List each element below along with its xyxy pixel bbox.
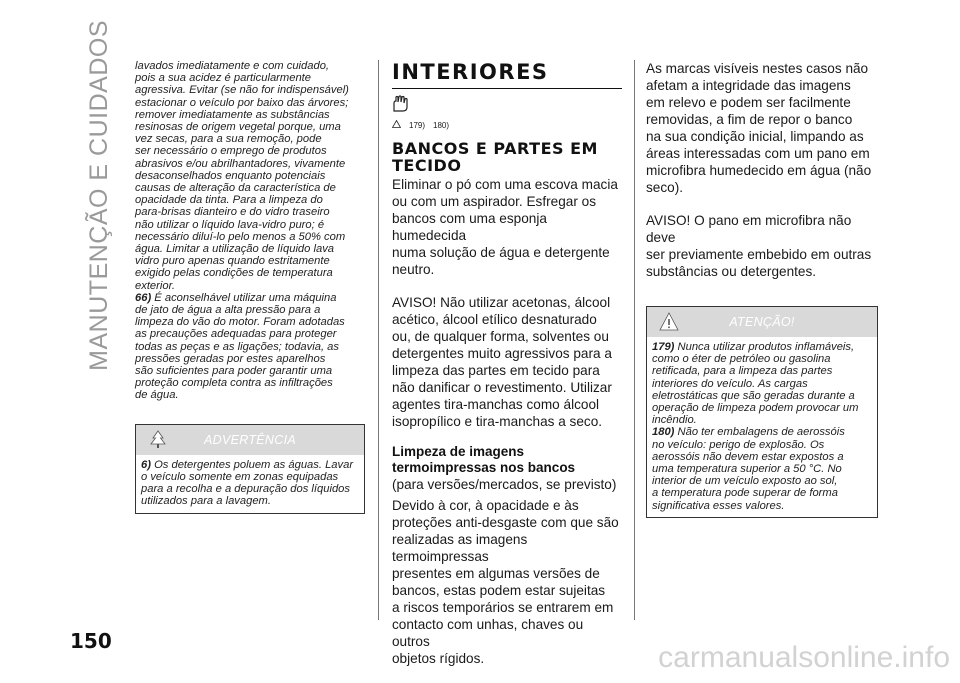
text-span: É aconselhável utilizar uma máquina	[154, 291, 337, 304]
note-number: 66)	[135, 291, 152, 304]
text-line: todas as peças e as ligações; todavia, as	[135, 340, 339, 353]
text-line	[652, 426, 872, 438]
advertencia-box	[135, 424, 365, 514]
text-line: ser previamente embebido em outras	[646, 247, 872, 262]
text-line: afetam a integridade das imagens	[646, 78, 851, 93]
text-line: abrasivos e/ou abrilhantadores, vivamente	[135, 157, 346, 170]
text-line: eletrostáticas que são geradas durante a	[652, 389, 855, 402]
text-line: ou com um aspirador. Esfregar os	[392, 194, 596, 209]
text-line	[652, 341, 872, 353]
warning-hand-icon	[659, 312, 679, 337]
text-line	[135, 292, 365, 304]
note-number: 6)	[141, 458, 151, 471]
chapter-title-text: MANUTENÇÃO E CUIDADOS	[84, 19, 113, 371]
text-line: microfibra humedecido em água (não	[646, 163, 872, 178]
text-line: Limpeza de imagens	[392, 444, 525, 459]
text-line: não danificar o revestimento. Utilizar	[392, 380, 612, 395]
text-line: realizadas as imagens termoimpressas	[392, 532, 528, 564]
text-span: Não ter embalagens de aerossóis	[677, 426, 845, 439]
text-line: não utilizar o líquido lava-vidro puro; é	[135, 218, 325, 231]
paragraph-aviso-cloth	[646, 212, 878, 280]
text-line: AVISO! O pano em microfibra não deve	[646, 213, 852, 245]
text-line: áreas interessadas com um pano em	[646, 146, 870, 161]
text-line: BANCOS E PARTES EM	[392, 139, 598, 158]
text-line: proteção completa contra as infiltrações	[135, 377, 333, 390]
advertencia-title: ADVERTÊNCIA	[204, 432, 296, 447]
text-line: vidro puro apenas quando estritamente	[135, 255, 330, 268]
text-line: em relevo e podem ser facilmente	[646, 95, 851, 110]
text-line: vez secas, para a sua remoção, pode	[135, 133, 322, 146]
text-line: na sua condição inicial, limpando as	[646, 129, 864, 144]
text-line: seco).	[646, 180, 684, 195]
note-66	[135, 292, 365, 402]
reference-row	[392, 120, 622, 130]
atencao-header	[647, 307, 877, 337]
text-line: limpeza das partes em tecido para	[392, 363, 600, 378]
text-line: bancos com uma esponja humedecida	[392, 211, 547, 243]
reference-180: 180)	[433, 120, 450, 130]
text-line: significativa esses valores.	[652, 499, 785, 512]
text-line: substâncias ou detergentes.	[646, 264, 817, 279]
text-line: As marcas visíveis nestes casos não	[646, 61, 869, 76]
note-number: 180)	[652, 426, 675, 439]
text-line: pressões geradas por estes aparelhos	[135, 352, 326, 365]
text-line: ser necessário o emprego de produtos	[135, 145, 327, 158]
paragraph-thermoprinted	[392, 497, 622, 667]
text-line: estacionar o veículo por baixo das árvores;	[135, 96, 349, 109]
section-title: INTERIORES	[392, 60, 622, 89]
text-line: limpeza do vão do motor. Foram adotadas	[135, 316, 345, 329]
text-line: removidas, a fim de repor o banco	[646, 112, 853, 127]
advertencia-body	[136, 455, 364, 513]
subsection-title	[392, 140, 622, 174]
text-line: causas de alteração da característica de	[135, 182, 336, 195]
text-line: agressiva. Evitar (se não for indispensável)	[135, 84, 349, 97]
text-span: Os detergentes poluem as águas. Lavar	[154, 458, 354, 471]
text-line: como o éter de petróleo ou gasolina	[652, 353, 831, 366]
footer-watermark: carmanualsonline.info	[658, 641, 950, 674]
text-line: exigido pelas condições de temperatura	[135, 267, 333, 280]
text-line: termoimpressas nos bancos	[392, 460, 576, 475]
text-line: no veículo: perigo de explosão. Os	[652, 438, 825, 451]
text-line: uma temperatura superior a 50 °C. No	[652, 463, 842, 476]
text-line: a riscos temporários se entrarem em	[392, 600, 614, 615]
text-line: exterior.	[135, 279, 175, 292]
text-line: Devido à cor, à opacidade e às	[392, 498, 579, 513]
text-line: numa solução de água e detergente	[392, 245, 610, 260]
washing-paragraph	[135, 60, 365, 292]
text-line: o veículo somente em zonas equipadas	[141, 470, 339, 483]
text-line: lavados imediatamente e com cuidado,	[135, 60, 330, 72]
text-line: pois a sua acidez é particularmente	[135, 72, 311, 85]
text-line: presentes em algumas versões de	[392, 566, 600, 581]
column-1	[135, 60, 365, 514]
atencao-title: ATENÇÃO!	[729, 315, 795, 329]
paragraph-marks	[646, 60, 878, 196]
text-line: a temperatura pode superar de forma	[652, 487, 838, 500]
text-line: são suficientes para poder garantir uma	[135, 365, 333, 378]
text-line: água. Limitar a utilização de líquido lava	[135, 243, 335, 256]
text-line: utilizados para a lavagem.	[141, 495, 271, 508]
text-line: remover imediatamente as substâncias	[135, 108, 330, 121]
text-line: ou, de qualquer forma, solventes ou	[392, 329, 609, 344]
text-line: de jato de água a alta pressão para a	[135, 304, 321, 317]
text-line: de água.	[135, 389, 179, 402]
atencao-body	[647, 337, 877, 517]
advertencia-header	[136, 425, 364, 455]
text-line: necessário diluí-lo pelo menos a 50% com	[135, 230, 346, 243]
tree-icon	[148, 430, 168, 455]
text-line: objetos rígidos.	[392, 651, 485, 666]
hand-icon	[392, 95, 414, 118]
reference-179: 179)	[409, 120, 426, 130]
text-line: aerossóis não devem estar expostos a	[652, 450, 844, 463]
note-number: 179)	[652, 341, 675, 353]
text-line: interiores do veículo. As cargas	[652, 377, 808, 390]
text-line: neutro.	[392, 262, 435, 277]
text-line: agentes tira-manchas como álcool	[392, 397, 600, 412]
text-line: para a recolha e a depuração dos líquidos	[141, 483, 350, 496]
text-line: para-brisas dianteiro e do vidro traseiro	[135, 206, 330, 219]
text-line: desaconselhados enquanto potenciais	[135, 169, 326, 182]
column-3	[646, 60, 878, 518]
text-line: detergentes muito agressivos para a	[392, 346, 612, 361]
text-line: operação de limpeza podem provocar um	[652, 402, 859, 415]
column-divider-2	[634, 60, 635, 620]
text-line: resinosas de origem vegetal porque, uma	[135, 121, 341, 134]
text-line: incêndio.	[652, 414, 697, 427]
page-number: 150	[70, 629, 112, 653]
text-line: opacidade da tinta. Para a limpeza do	[135, 194, 323, 207]
warning-triangle-icon	[392, 120, 401, 130]
heading-thermoprinted	[392, 444, 622, 476]
text-line: as precauções adequadas para proteger	[135, 328, 337, 341]
text-line	[141, 459, 359, 471]
text-line: retificada, para a limpeza das partes	[652, 365, 833, 378]
text-line: isopropílico e tira-manchas a seco.	[392, 414, 603, 429]
column-2	[392, 60, 622, 667]
paragraph-dust	[392, 176, 622, 278]
text-line: TECIDO	[392, 156, 462, 175]
column-divider-1	[378, 60, 379, 620]
chapter-side-title	[84, 19, 114, 371]
text-line: bancos, estas podem estar sujeitas	[392, 583, 606, 598]
text-line: AVISO! Não utilizar acetonas, álcool	[392, 295, 611, 310]
reference-icons	[392, 95, 622, 118]
atencao-box	[646, 306, 878, 518]
text-line: Eliminar o pó com uma escova macia	[392, 177, 618, 192]
text-line: interior de um veículo exposto ao sol,	[652, 475, 838, 488]
versions-note: (para versões/mercados, se previsto)	[392, 477, 617, 492]
text-line: contacto com unhas, chaves ou outros	[392, 617, 584, 649]
text-line: acético, álcool etílico desnaturado	[392, 312, 597, 327]
text-span: Nunca utilizar produtos inflamáveis,	[677, 341, 855, 353]
paragraph-aviso-solvents	[392, 294, 622, 430]
text-line: proteções anti-desgaste com que são	[392, 515, 619, 530]
